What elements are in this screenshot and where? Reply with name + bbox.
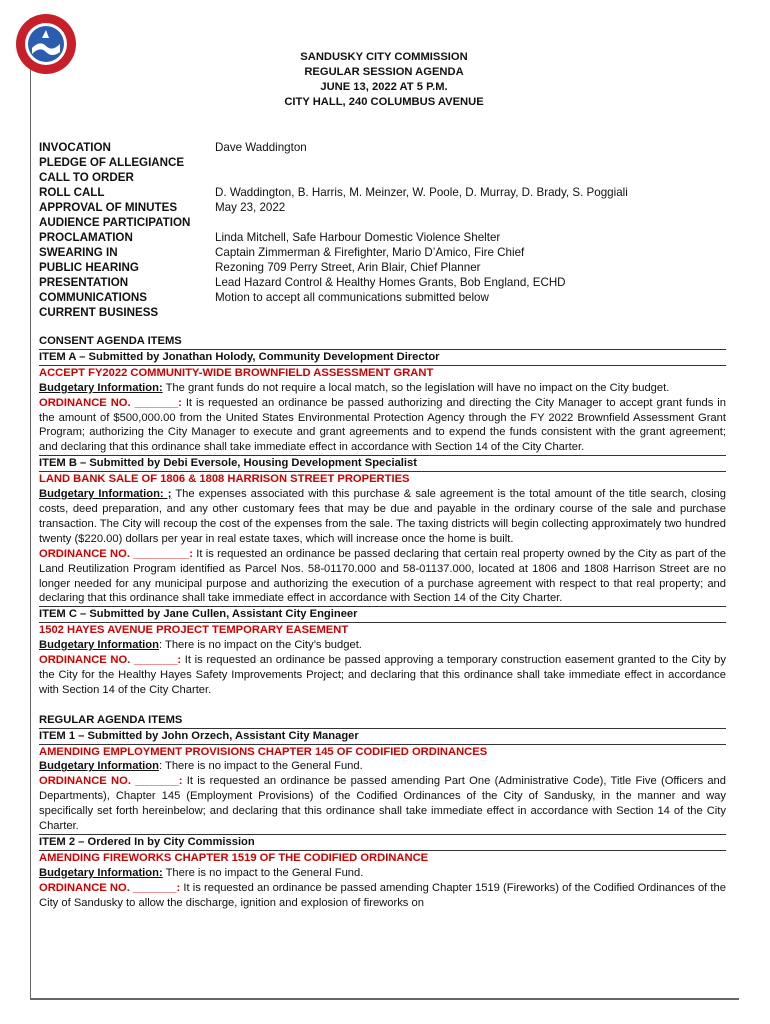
header-line: REGULAR SESSION AGENDA	[304, 66, 464, 78]
agenda-value: Motion to accept all communications submitted below	[215, 291, 489, 304]
header-line: JUNE 13, 2022 AT 5 P.M.	[320, 81, 448, 93]
ordinance-text: It is requested an ordinance be passed approving a temporary construction easement granted to the City by the City for the Healthy Hayes Safety Improvements Project; and declaring that this ordinance shall take immediate effect in accordance with Section 14 of the City Charter.	[39, 654, 726, 696]
budget-text: There is no impact to the General Fund.	[162, 866, 364, 879]
budget-label: Budgetary Information	[39, 639, 159, 652]
ordinance-text: It is requested an ordinance be passed amending Part One (Administrative Code), Title Five (Officers and Departments), Chapter 145 (Employment Provisions) of the Codified Ordinances of the City of Sandusky, in the manner and way specifically set forth hereinbelow; and declaring that this ordinance shall take immediate effect in accordance with Section 14 of the City Charter.	[39, 775, 726, 833]
budget-paragraph	[39, 487, 726, 547]
ordinance-text: It is requested an ordinance be passed declaring that certain real property owned by the City as part of the Land Reutilization Program identified as Parcel Nos. 58-01170.000 and 58-01137.000, located at 1806 and 1808 Harrison Street are no longer needed for any municipal purpose and authorizing the execution of a purchase agreement with respect to that real property; and declaring that this ordinance shall take immediate effect in accordance with Section 14 of the City Charter.	[39, 547, 727, 605]
agenda-key: COMMUNICATIONS	[39, 291, 147, 304]
item-header: ITEM 2 – Ordered In by City Commission	[39, 834, 726, 851]
ordinance-label: ORDINANCE NO. _______:	[39, 881, 181, 894]
item-title: 1502 HAYES AVENUE PROJECT TEMPORARY EASEMENT	[39, 624, 349, 637]
agenda-value: Rezoning 709 Perry Street, Arin Blair, Chief Planner	[215, 261, 481, 274]
budget-paragraph	[39, 381, 726, 396]
item-header: ITEM C – Submitted by Jane Cullen, Assistant City Engineer	[39, 606, 726, 623]
budget-label: Budgetary Information	[39, 760, 159, 773]
ordinance-text: It is requested an ordinance be passed authorizing and directing the City Manager to accept grant funds in the amount of $500,000.00 from the United States Environmental Protection Agency through the FY 2022 Brownfield Assessment Grant Program; authorizing the City Manager to execute and grant agreements and to expend the funds consistent with the grant agreement; and declaring that this ordinance shall take immediate effect in accordance with Section 14 of the City Charter.	[39, 396, 726, 454]
agenda-value: Captain Zimmerman & Firefighter, Mario D’Amico, Fire Chief	[215, 246, 525, 259]
ordinance-text: It is requested an ordinance be passed amending Chapter 1519 (Fireworks) of the Codified Ordinances of the City of Sandusky to allow the discharge, ignition and explosion of fireworks on	[39, 881, 726, 909]
agenda-value: Dave Waddington	[215, 141, 307, 154]
item-title: AMENDING EMPLOYMENT PROVISIONS CHAPTER 145 OF CODIFIED ORDINANCES	[39, 745, 488, 758]
section-heading: REGULAR AGENDA ITEMS	[39, 713, 183, 726]
section-heading: CONSENT AGENDA ITEMS	[39, 335, 182, 347]
budget-label: Budgetary Information:	[39, 381, 163, 394]
agenda-value: Linda Mitchell, Safe Harbour Domestic Violence Shelter	[215, 231, 501, 244]
header-line: CITY HALL, 240 COLUMBUS AVENUE	[284, 96, 484, 108]
budget-text: : There is no impact to the General Fund.	[158, 760, 363, 773]
header-line: SANDUSKY CITY COMMISSION	[300, 51, 468, 63]
agenda-key: CALL TO ORDER	[39, 171, 134, 184]
agenda-key: PLEDGE OF ALLEGIANCE	[39, 156, 185, 169]
ordinance-paragraph	[39, 774, 726, 834]
ordinance-paragraph	[39, 881, 726, 911]
agenda-key: CURRENT BUSINESS	[39, 306, 159, 319]
item-title: ACCEPT FY2022 COMMUNITY-WIDE BROWNFIELD ASSESSMENT GRANT	[39, 366, 434, 379]
budget-paragraph	[39, 866, 726, 881]
item-header: ITEM A – Submitted by Jonathan Holody, Community Development Director	[39, 349, 726, 366]
agenda-key: AUDIENCE PARTICIPATION	[39, 216, 191, 229]
agenda-key: INVOCATION	[39, 141, 111, 154]
agenda-key: PRESENTATION	[39, 276, 129, 289]
item-title: LAND BANK SALE OF 1806 & 1808 HARRISON STREET PROPERTIES	[39, 473, 410, 486]
spacer	[39, 698, 726, 713]
item-header: ITEM B – Submitted by Debi Eversole, Housing Development Specialist	[39, 455, 726, 472]
budget-text: : There is no impact on the City’s budget.	[158, 639, 362, 652]
agenda-body	[39, 334, 726, 911]
item-header: ITEM 1 – Submitted by John Orzech, Assistant City Manager	[39, 728, 726, 745]
budget-label: Budgetary Information: ;	[39, 488, 172, 501]
agenda-key: PROCLAMATION	[39, 231, 133, 244]
agenda-value: May 23, 2022	[215, 201, 286, 214]
agenda-value: D. Waddington, B. Harris, M. Meinzer, W. Poole, D. Murray, D. Brady, S. Poggiali	[215, 186, 628, 199]
ordinance-paragraph	[39, 653, 726, 698]
agenda-key: ROLL CALL	[39, 186, 105, 199]
budget-text: The grant funds do not require a local match, so the legislation will have no impact on the City budget.	[162, 381, 670, 394]
ordinance-paragraph	[39, 547, 726, 607]
budget-label: Budgetary Information:	[39, 866, 163, 879]
ordinance-label: ORDINANCE NO. _______:	[39, 775, 183, 788]
ordinance-label: ORDINANCE NO. _________:	[39, 547, 193, 560]
ordinance-paragraph	[39, 396, 726, 456]
agenda-header	[0, 50, 768, 110]
ordinance-label: ORDINANCE NO. _______:	[39, 654, 182, 667]
agenda-key: SWEARING IN	[39, 246, 118, 259]
ordinance-label: ORDINANCE NO. _______:	[39, 396, 182, 409]
agenda-value: Lead Hazard Control & Healthy Homes Grants, Bob England, ECHD	[215, 276, 566, 289]
budget-text: The expenses associated with this purchase & sale agreement is the total amount of the title search, closing costs, deed preparation, and any other customary fees that may be due and payable in the ordinary course of the sale and purchase transaction. The City will recoup the cost of the expenses from the sale. The taxing districts will begin collecting approximately two hundred twenty ($220.00) dollars per year in real estate taxes, which will increase once the home is built.	[39, 488, 726, 545]
agenda-key: APPROVAL OF MINUTES	[39, 201, 178, 214]
budget-paragraph	[39, 759, 726, 774]
item-title: AMENDING FIREWORKS CHAPTER 1519 OF THE CODIFIED ORDINANCE	[39, 851, 429, 864]
agenda-key: PUBLIC HEARING	[39, 261, 139, 274]
budget-paragraph	[39, 638, 726, 653]
